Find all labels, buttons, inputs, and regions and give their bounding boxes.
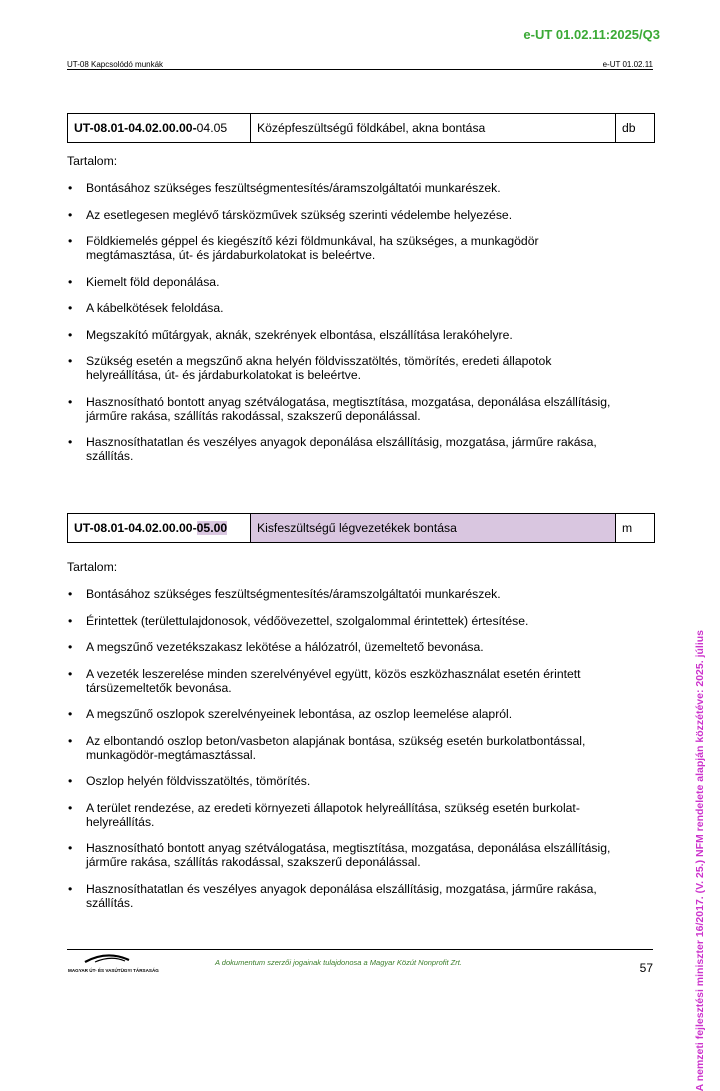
list-item: • Szükség esetén a megszűnő akna helyén földvisszatöltés, tömörítés, eredeti állapotok helyreállítása, út- és járdaburkolatokat is beleértve. xyxy=(67,354,627,382)
item-header-table xyxy=(67,113,655,143)
list-item: • Földkiemelés géppel és kiegészítő kézi földmunkával, ha szükséges, a munkagödör megtámasztása, út- és járdaburkolatokat is beleértve. xyxy=(67,234,627,262)
list-item: • Az elbontandó oszlop beton/vasbeton alapjának bontása, szükség esetén burkolatbontással, munkagödör-megtámasztással. xyxy=(67,734,627,762)
item-title: Középfeszültségű földkábel, akna bontása xyxy=(251,114,616,143)
publication-note: A nemzeti fejlesztési miniszter 16/2017. (V. 25.) NFM rendelete alapján közzétéve: 2025. július xyxy=(694,630,706,1091)
list-item: • A terület rendezése, az eredeti környezeti állapotok helyreállítása, szükség esetén burkolat-helyreállítás. xyxy=(67,801,627,829)
item-code xyxy=(68,114,251,143)
item-code xyxy=(68,514,251,543)
item-code-main: UT-08.01-04.02.00.00- xyxy=(74,121,197,135)
logo-text: MAGYAR ÚT- ÉS VASÚTÜGYI TÁRSASÁG xyxy=(68,968,159,973)
item-code-main: UT-08.01-04.02.00.00- xyxy=(74,521,197,535)
list-item: • Az esetlegesen meglévő társközművek szükség szerinti védelembe helyezése. xyxy=(67,208,627,222)
page-number: 57 xyxy=(639,961,653,975)
header-left: UT-08 Kapcsolódó munkák xyxy=(67,60,164,69)
item-title: Kisfeszültségű légvezetékek bontása xyxy=(251,514,616,543)
item-unit: db xyxy=(616,114,655,143)
header-divider xyxy=(67,69,653,70)
item-unit: m xyxy=(616,514,655,543)
list-item: • Bontásához szükséges feszültségmentesítés/áramszolgáltatói munkarészek. xyxy=(67,181,627,195)
list-item: • Hasznosítható bontott anyag szétválogatása, megtisztítása, mozgatása, deponálása elszállításig, járműre rakása, szállítás rakodással, szakszerű deponálással. xyxy=(67,395,627,423)
item-code-suffix: 04.05 xyxy=(196,121,228,135)
item-header-table xyxy=(67,513,655,543)
list-item: • Oszlop helyén földvisszatöltés, tömörítés. xyxy=(67,774,627,788)
association-logo xyxy=(67,952,167,974)
content-label: Tartalom: xyxy=(67,154,118,168)
copyright-note: A dokumentum szerzői jogainak tulajdonosa a Magyar Közút Nonprofit Zrt. xyxy=(215,958,462,967)
list-item: • Megszakító műtárgyak, aknák, szekrények elbontása, elszállítása lerakóhelyre. xyxy=(67,328,627,342)
list-item: • Hasznosíthatatlan és veszélyes anyagok deponálása elszállításig, mozgatása, járműre rakása, szállítás. xyxy=(67,882,627,910)
list-item: • A vezeték leszerelése minden szerelvényével együtt, közös eszközhasználat esetén érintett társüzemeltetők bevonása. xyxy=(67,667,627,695)
footer-divider xyxy=(67,949,653,950)
list-item: • Hasznosítható bontott anyag szétválogatása, megtisztítása, mozgatása, deponálása elszállításig, járműre rakása, szállítás rakodással, szakszerű deponálással. xyxy=(67,841,627,869)
list-item: • Bontásához szükséges feszültségmentesítés/áramszolgáltatói munkarészek. xyxy=(67,587,627,601)
header-right: e-UT 01.02.11 xyxy=(602,60,653,69)
list-item: • A megszűnő oszlopok szerelvényeinek lebontása, az oszlop leemelése alapról. xyxy=(67,707,627,721)
list-item: • A kábelkötések feloldása. xyxy=(67,301,627,315)
list-item: • Hasznosíthatatlan és veszélyes anyagok deponálása elszállításig, mozgatása, járműre rakása, szállítás. xyxy=(67,435,627,463)
content-label: Tartalom: xyxy=(67,560,118,574)
list-item: • Kiemelt föld deponálása. xyxy=(67,275,627,289)
list-item: • Érintettek (területtulajdonosok, védőövezettel, szolgalommal érintettek) értesítése. xyxy=(67,614,627,628)
item-code-suffix: 05.00 xyxy=(196,521,228,535)
content-list xyxy=(67,587,627,922)
running-header xyxy=(67,60,653,69)
document-code: e-UT 01.02.11:2025/Q3 xyxy=(523,27,660,42)
content-list xyxy=(67,181,627,476)
list-item: • A megszűnő vezetékszakasz lekötése a hálózatról, üzemeltető bevonása. xyxy=(67,640,627,654)
